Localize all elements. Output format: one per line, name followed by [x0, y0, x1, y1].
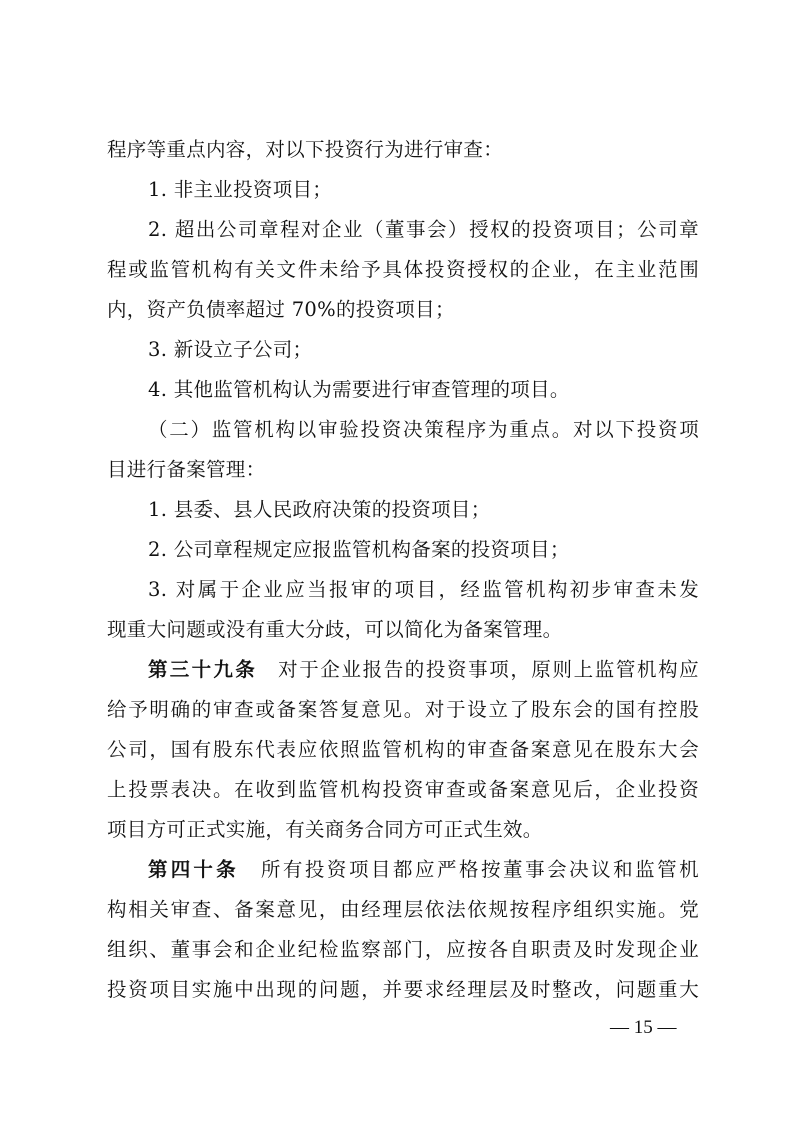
- paragraph-line: 上投票表决。在收到监管机构投资审查或备案意见后，企业投资: [107, 778, 699, 801]
- page-number: — 15 —: [610, 1017, 677, 1038]
- list-item: 3. 对属于企业应当报审的项目，经监管机构初步审查未发: [148, 578, 699, 601]
- paragraph-line: 目进行备案管理：: [107, 458, 266, 481]
- paragraph-line: 程序等重点内容，对以下投资行为进行审查：: [107, 138, 504, 161]
- paragraph-line: 公司，国有股东代表应依照监管机构的审查备案意见在股东大会: [107, 738, 699, 761]
- paragraph-line: 现重大问题或没有重大分歧，可以简化为备案管理。: [107, 618, 563, 641]
- list-item: 1. 县委、县人民政府决策的投资项目；: [148, 498, 491, 521]
- paragraph-line: 项目方可正式实施，有关商务合同方可正式生效。: [107, 818, 543, 841]
- list-item: 4. 其他监管机构认为需要进行审查管理的项目。: [148, 378, 570, 401]
- article-39-line: 第三十九条 对于企业报告的投资事项，原则上监管机构应: [148, 658, 699, 681]
- section-heading-line: （二）监管机构以审验投资决策程序为重点。对以下投资项: [148, 418, 699, 441]
- paragraph-line: 给予明确的审查或备案答复意见。对于设立了股东会的国有控股: [107, 698, 699, 721]
- list-item: 2. 公司章程规定应报监管机构备案的投资项目；: [148, 538, 570, 561]
- paragraph-line: 内，资产负债率超过 70%的投资项目；: [107, 298, 455, 321]
- paragraph-line: 构相关审查、备案意见，由经理层依法依规按程序组织实施。党: [107, 898, 699, 921]
- paragraph-line: 程或监管机构有关文件未给予具体投资授权的企业，在主业范围: [107, 258, 699, 281]
- list-item: 2. 超出公司章程对企业（董事会）授权的投资项目；公司章: [148, 218, 699, 241]
- article-40-line: 第四十条 所有投资项目都应严格按董事会决议和监管机: [148, 858, 699, 881]
- list-item: 1. 非主业投资项目；: [148, 178, 333, 201]
- article-number: 第四十条: [148, 858, 239, 881]
- paragraph-line: 投资项目实施中出现的问题，并要求经理层及时整改，问题重大: [107, 978, 699, 1001]
- paragraph-line: 组织、董事会和企业纪检监察部门，应按各自职责及时发现企业: [107, 938, 699, 961]
- list-item: 3. 新设立子公司；: [148, 338, 313, 361]
- article-number: 第三十九条: [148, 658, 258, 681]
